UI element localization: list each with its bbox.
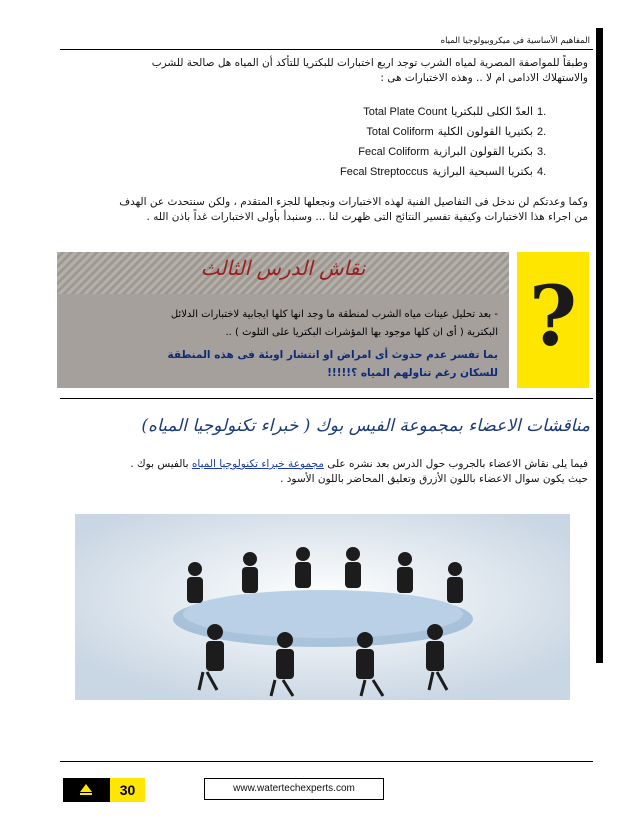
outro-paragraph	[60, 195, 588, 225]
test-english-name: Fecal Streptoccus	[340, 166, 429, 178]
meeting-people-illustration	[75, 514, 570, 700]
question-mark-icon: ?	[528, 269, 578, 365]
footer-rule	[60, 761, 593, 762]
section-line-1-end: بالفيس بوك .	[130, 458, 192, 470]
discussion-title: نقاش الدرس الثالث	[200, 256, 366, 280]
section-rule	[60, 398, 593, 399]
header-rule	[60, 49, 593, 50]
discussion-question	[68, 346, 498, 382]
section-paragraph	[60, 457, 588, 487]
footer-url[interactable]: www.watertechexperts.com	[204, 778, 384, 800]
test-arabic-name: بكتيريا القولون الكلية	[437, 125, 533, 138]
page-edge-bar	[596, 28, 603, 663]
test-arabic-name: العدّ الكلى للبكتريا	[451, 105, 533, 118]
discussion-question-line-1: بما تفسر عدم حدوث أى امراض او انتشار اوبئة فى هذه المنطقة	[167, 349, 498, 361]
test-arabic-name: بكتريا القولون البرازية	[433, 145, 533, 158]
list-item	[260, 102, 555, 122]
intro-paragraph	[60, 56, 588, 86]
discussion-question-line-2: للسكان رغم تناولهم المياه ؟!!!!!	[327, 367, 498, 379]
meeting-illustration-svg	[75, 514, 570, 700]
section-title: مناقشات الاعضاء بمجموعة الفيس بوك ( خبراء تكنولوجيا المياه)	[141, 416, 590, 436]
test-number: 2.	[537, 126, 547, 138]
outro-line-1: وكما وعدتكم لن ندخل فى التفاصيل الفنية لهذه الاختبارات ونجعلها للجزء المتقدم ، ولكن سنتحدث عن الهدف	[119, 196, 588, 208]
discussion-text-line-2: البكترية ( أى ان كلها موجود بها المؤشرات البكتريا على التلوث ) ..	[225, 327, 498, 338]
test-number: 3.	[537, 146, 547, 158]
section-line-2: حيث يكون سوال الاعضاء باللون الأزرق وتعليق المحاضر باللون الأسود .	[280, 473, 588, 485]
test-english-name: Fecal Coliform	[358, 146, 430, 158]
list-item	[260, 162, 555, 182]
test-arabic-name: بكتريا السبحية البرازية	[432, 165, 533, 178]
test-number: 4.	[537, 166, 547, 178]
section-line-1	[60, 457, 588, 472]
page-number: 30	[119, 782, 136, 798]
intro-line-2: والاستهلاك الادامى ام لا .. وهذه الاختبارات هى :	[380, 72, 588, 84]
discussion-text	[68, 306, 498, 342]
list-item	[260, 142, 555, 162]
test-english-name: Total Plate Count	[363, 106, 448, 118]
facebook-group-link[interactable]: مجموعة خبراء تكنولوجيا المياه	[191, 458, 324, 470]
tests-list	[260, 102, 555, 182]
section-line-1-start: فيما يلى نقاش الاعضاء بالجروب حول الدرس بعد نشره على	[323, 458, 588, 470]
outro-line-2: من اجراء هذا الاختبارات وكيفية تفسير النتائج التى ظهرت لنا ... وسنبدأ بأولى الاختبارات غداً باذن الله .	[146, 211, 588, 223]
list-item	[260, 122, 555, 142]
intro-line-1: وطبقاً للمواصفة المصرية لمياه الشرب توجد اربع اختبارات للبكتريا للتأكد أن المياه هل صالحة للشرب	[151, 57, 588, 69]
drop-logo-icon	[71, 782, 101, 798]
test-english-name: Total Coliform	[366, 126, 434, 138]
discussion-text-line-1: - بعد تحليل عينات مياه الشرب لمنطقة ما وجد انها كلها ايجابية لاختبارات الدلائل	[170, 309, 498, 320]
test-number: 1.	[537, 106, 547, 118]
running-header: المفاهيم الأساسية فى ميكروبيولوجيا المياه	[440, 36, 590, 46]
